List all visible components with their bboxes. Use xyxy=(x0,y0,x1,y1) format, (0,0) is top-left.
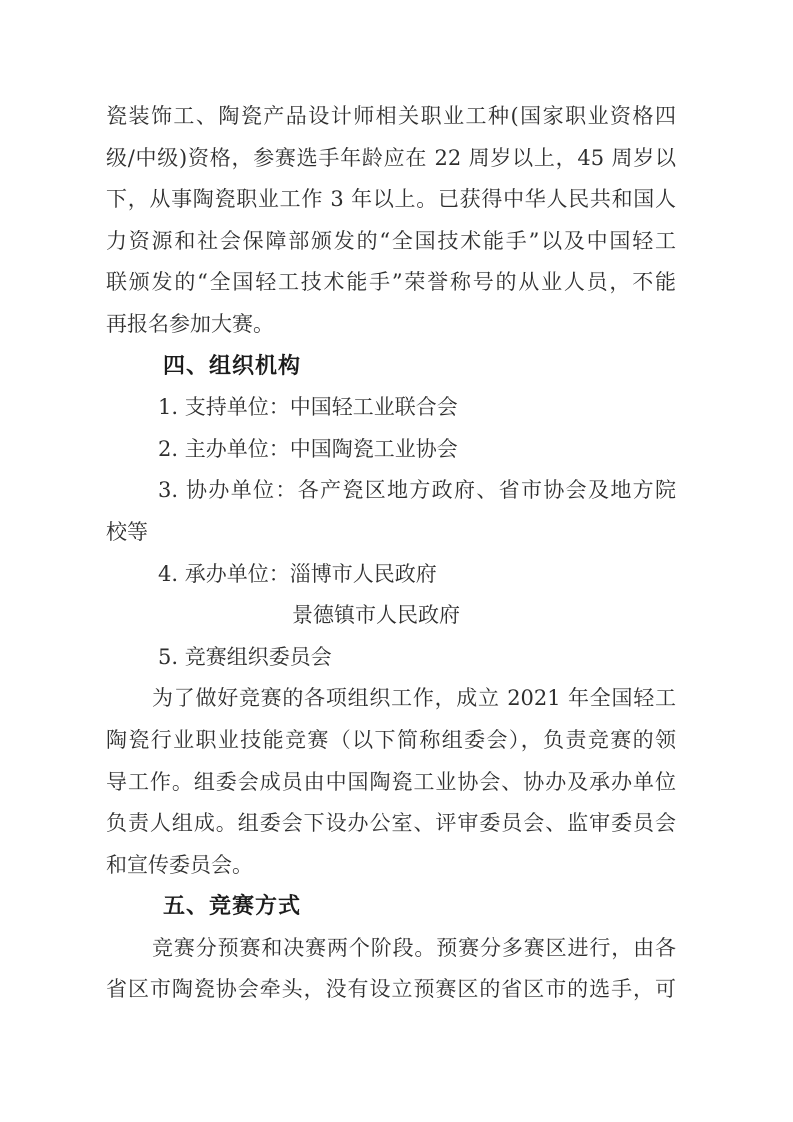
text-line: 力资源和社会保障部颁发的“全国技术能手”以及中国轻工 xyxy=(106,228,676,253)
text-line: 和宣传委员会。 xyxy=(106,852,253,877)
list-item: 3. 协办单位：各产瓷区地方政府、省市协会及地方院 xyxy=(158,478,676,503)
paragraph-first-line: 为了做好竞赛的各项组织工作，成立 2021 年全国轻工 xyxy=(152,686,676,711)
list-item: 4. 承办单位：淄博市人民政府 xyxy=(158,561,437,586)
section-heading: 五、竞赛方式 xyxy=(163,894,302,920)
text-line: 陶瓷行业职业技能竞赛（以下简称组委会），负责竞赛的领 xyxy=(106,727,676,752)
text-line: 下，从事陶瓷职业工作 3 年以上。已获得中华人民共和国人 xyxy=(106,187,676,212)
text-line: 负责人组成。组委会下设办公室、评审委员会、监审委员会 xyxy=(106,811,676,836)
text-line: 校等 xyxy=(106,519,148,544)
list-item: 1. 支持单位：中国轻工业联合会 xyxy=(158,395,458,420)
continuation-line: 景德镇市人民政府 xyxy=(292,603,460,628)
text-line: 级/中级)资格，参赛选手年龄应在 22 周岁以上，45 周岁以 xyxy=(106,145,676,170)
document-body xyxy=(106,96,676,1011)
section-heading: 四、组织机构 xyxy=(163,353,302,379)
text-line: 再报名参加大赛。 xyxy=(106,311,274,336)
text-line: 瓷装饰工、陶瓷产品设计师相关职业工种(国家职业资格四 xyxy=(106,104,676,128)
text-line: 导工作。组委会成员由中国陶瓷工业协会、协办及承办单位 xyxy=(106,769,676,794)
list-item: 5. 竞赛组织委员会 xyxy=(158,644,332,669)
paragraph-first-line: 竞赛分预赛和决赛两个阶段。预赛分多赛区进行，由各 xyxy=(152,935,676,960)
text-line: 省区市陶瓷协会牵头，没有设立预赛区的省区市的选手，可 xyxy=(106,977,676,1002)
text-line: 联颁发的“全国轻工技术能手”荣誉称号的从业人员，不能 xyxy=(106,270,676,295)
list-item: 2. 主办单位：中国陶瓷工业协会 xyxy=(158,436,458,461)
